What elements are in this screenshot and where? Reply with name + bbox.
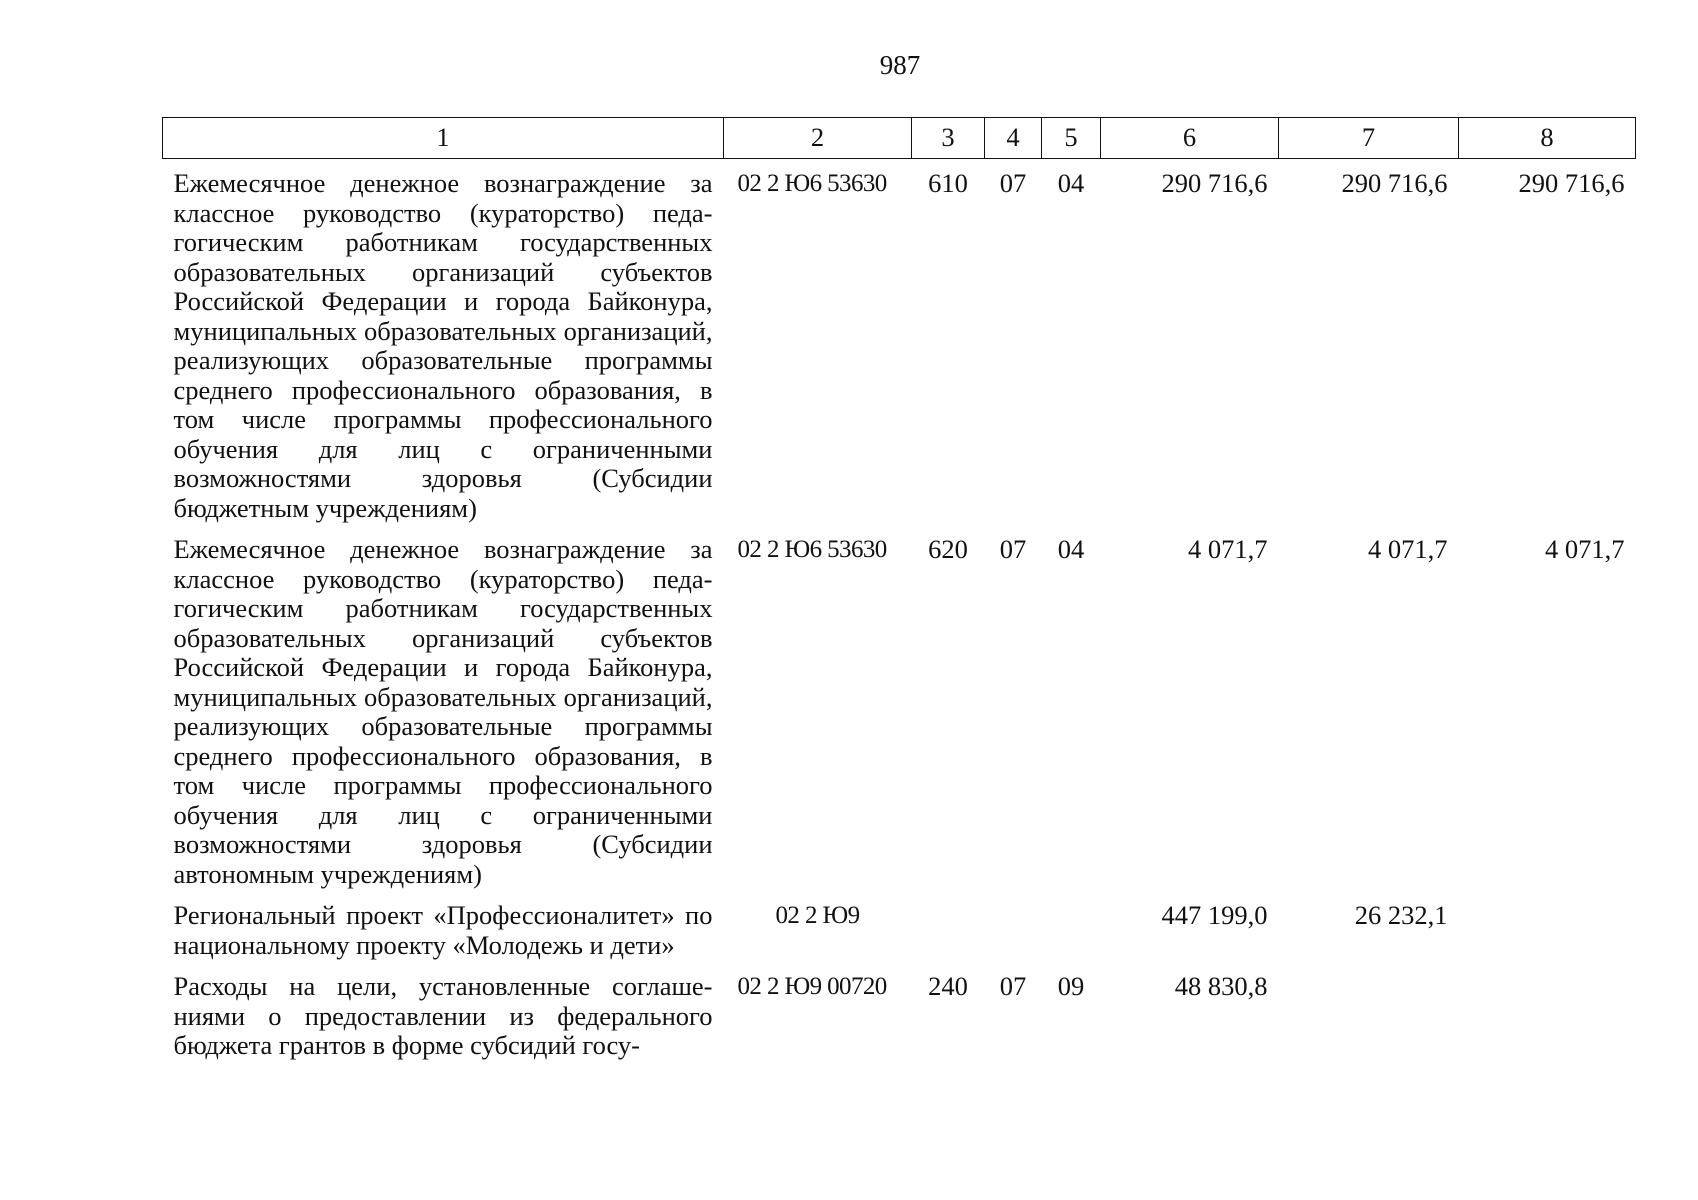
column-header-3: 3: [912, 118, 985, 159]
row-section: [985, 891, 1042, 962]
row-section: 07: [999, 168, 1027, 198]
row-value-6: 48 830,8: [1174, 971, 1268, 1001]
row-target-code: 02 2 Ю9: [775, 902, 860, 929]
row-value-7: 26 232,1: [1354, 900, 1448, 930]
row-value-8: 290 716,6: [1518, 168, 1625, 198]
row-subsection: 04: [1057, 168, 1085, 198]
row-target-code: 02 2 Ю6 53630: [737, 170, 887, 197]
row-name: Расходы на цели, установленные соглашениями о предоставлении из федерального бюджета грантов в форме субсидий госу-: [173, 971, 713, 1060]
header-row: [163, 118, 1636, 159]
row-value-8: [1459, 962, 1636, 1063]
table-row: [163, 962, 1636, 1063]
column-header-1: 1: [163, 118, 724, 159]
row-value-6: 4 071,7: [1188, 534, 1268, 564]
column-header-4: 4: [985, 118, 1042, 159]
row-section: 07: [999, 534, 1027, 564]
row-value-7: 4 071,7: [1368, 534, 1448, 564]
column-header-7: 7: [1279, 118, 1459, 159]
row-name: Региональный проект «Профессионалитет» по национальному проекту «Молодежь и дети»: [173, 900, 713, 960]
table-row: [163, 525, 1636, 891]
row-target-code: 02 2 Ю6 53630: [737, 536, 887, 563]
column-header-5: 5: [1042, 118, 1101, 159]
column-header-2: 2: [724, 118, 912, 159]
row-value-8: [1459, 891, 1636, 962]
row-value-6: 290 716,6: [1161, 168, 1268, 198]
row-name: Ежемесячное денежное вознаграждение за классное руководство (кураторство) педагогическим работникам государственных образовательных организаций субъектов Российской Федерации и города Байконура, муниципальных образовательных организаций, реализующих образовательные программы среднего профессионального образования, в том числе программы профессионального обучения для лиц с ограниченными возможностями здоровья (Субсидии бюджетным учреждениям): [173, 168, 713, 523]
table-row: [163, 891, 1636, 962]
row-section: 07: [999, 971, 1027, 1001]
row-name: Ежемесячное денежное вознаграждение за классное руководство (кураторство) педагогическим работникам государственных образовательных организаций субъектов Российской Федерации и города Байконура, муниципальных образовательных организаций, реализующих образовательные программы среднего профессионального образования, в том числе программы профессионального обучения для лиц с ограниченными возможностями здоровья (Субсидии автономным учреждениям): [173, 534, 713, 889]
row-expense-type: 620: [928, 534, 968, 564]
row-value-6: 447 199,0: [1161, 900, 1268, 930]
row-expense-type: [912, 891, 985, 962]
row-value-7: 290 716,6: [1341, 168, 1448, 198]
page-number: 987: [879, 50, 921, 80]
row-expense-type: 610: [928, 168, 968, 198]
row-target-code: 02 2 Ю9 00720: [737, 973, 887, 1000]
row-value-7: [1279, 962, 1459, 1063]
row-subsection: 04: [1057, 534, 1085, 564]
budget-table: [162, 117, 1636, 1063]
row-value-8: 4 071,7: [1545, 534, 1625, 564]
table-row: [163, 159, 1636, 526]
row-expense-type: 240: [928, 971, 968, 1001]
row-subsection: 09: [1057, 971, 1085, 1001]
column-header-6: 6: [1101, 118, 1279, 159]
row-subsection: [1042, 891, 1101, 962]
column-header-8: 8: [1459, 118, 1636, 159]
